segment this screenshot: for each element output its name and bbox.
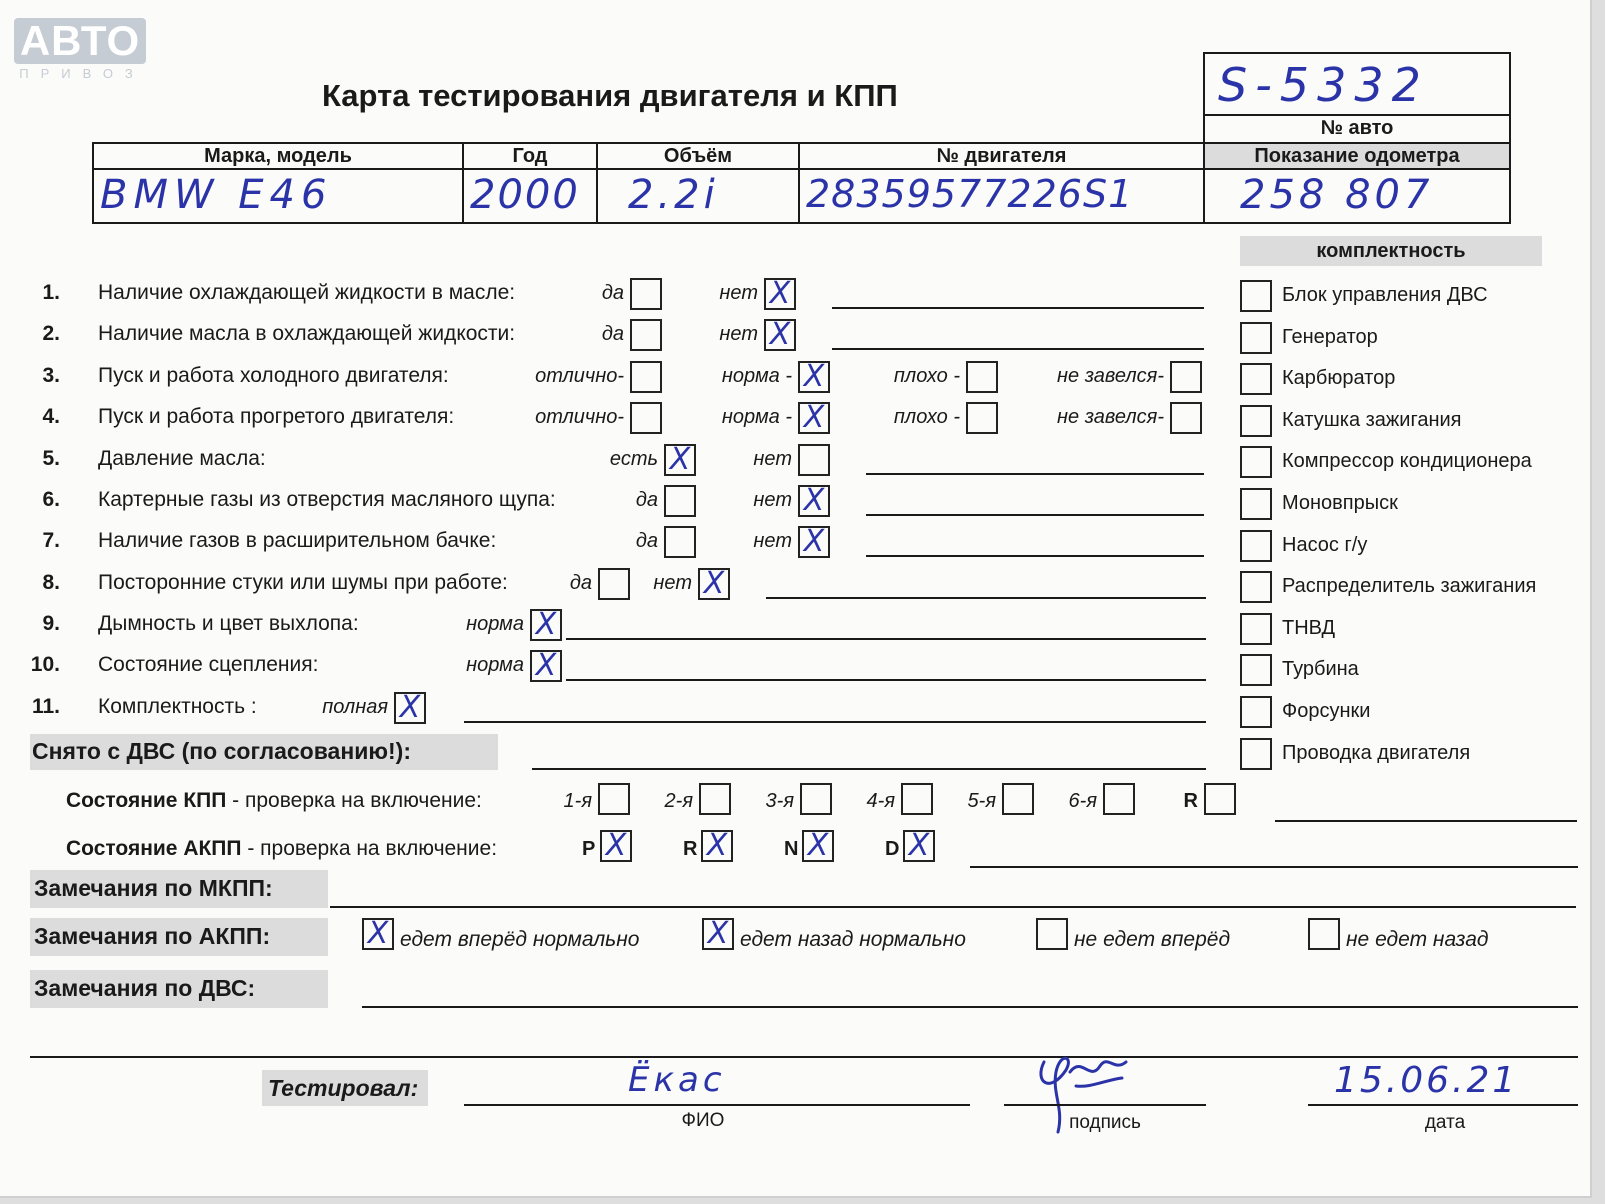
option-checkbox[interactable] xyxy=(798,526,830,558)
akpp-gear-checkbox[interactable] xyxy=(600,830,632,862)
check-mark-icon: X xyxy=(707,916,729,951)
remarks-mkpp-line xyxy=(330,906,1576,908)
option-label: нет xyxy=(753,489,792,511)
check-mark-icon: X xyxy=(535,648,557,683)
check-mark-icon: X xyxy=(803,359,825,394)
akpp-gear-checkbox[interactable] xyxy=(903,830,935,862)
car-no-label: № авто xyxy=(1320,117,1394,139)
question-number: 7. xyxy=(42,529,60,552)
kit-item-label: Турбина xyxy=(1282,658,1359,681)
removed-line xyxy=(532,768,1206,770)
check-mark-icon: X xyxy=(669,442,691,477)
kit-checkbox[interactable] xyxy=(1240,530,1272,562)
kit-checkbox[interactable] xyxy=(1240,363,1272,395)
gear-checkbox[interactable] xyxy=(901,783,933,815)
year-label: Год xyxy=(512,145,548,167)
header-table-mid xyxy=(92,168,1511,170)
kit-checkbox[interactable] xyxy=(1240,738,1272,770)
question-number: 8. xyxy=(42,571,60,594)
option-label: да xyxy=(635,530,658,552)
option-checkbox[interactable] xyxy=(798,444,830,476)
gear-label: 4-я xyxy=(866,790,895,812)
gear-checkbox[interactable] xyxy=(1204,783,1236,815)
option-label: полная xyxy=(322,696,388,718)
option-label: норма xyxy=(466,613,524,635)
answer-line xyxy=(832,348,1204,350)
option-checkbox[interactable] xyxy=(630,402,662,434)
question-text: Наличие масла в охлаждающей жидкости: xyxy=(98,322,516,345)
gear-checkbox[interactable] xyxy=(1002,783,1034,815)
answer-line xyxy=(566,638,1206,640)
check-mark-icon: X xyxy=(807,828,829,863)
option-checkbox[interactable] xyxy=(798,485,830,517)
question-number: 2. xyxy=(42,322,60,345)
question-text: Давление масла: xyxy=(98,447,266,470)
car-no-box-right xyxy=(1509,52,1511,224)
option-checkbox[interactable] xyxy=(630,319,662,351)
odometer-value: 258 807 xyxy=(1240,172,1434,218)
fio-value: Ёкас xyxy=(628,1060,726,1100)
car-no-value: S-5332 xyxy=(1218,58,1429,112)
option-label: плохо - xyxy=(893,365,960,387)
kit-checkbox[interactable] xyxy=(1240,488,1272,520)
engine-no-label: № двигателя xyxy=(936,145,1067,167)
gear-checkbox[interactable] xyxy=(598,783,630,815)
question-text: Комплектность : xyxy=(98,695,257,718)
akpp-label xyxy=(66,837,497,861)
kit-item-label: Насос г/у xyxy=(1282,533,1368,556)
kpp-line xyxy=(1275,820,1577,822)
option-label: да xyxy=(635,489,658,511)
remarks-akpp-label: Замечания по АКПП: xyxy=(34,923,271,949)
option-label: нет xyxy=(753,448,792,470)
akpp-label-bold: Состояние АКПП xyxy=(66,837,242,860)
question-text: Пуск и работа прогретого двигателя: xyxy=(98,405,455,428)
option-label: норма xyxy=(466,654,524,676)
option-checkbox[interactable] xyxy=(798,361,830,393)
kit-checkbox[interactable] xyxy=(1240,322,1272,354)
option-label: нет xyxy=(719,282,758,304)
answer-line xyxy=(866,555,1204,557)
akpp-remark-label: едет назад нормально xyxy=(740,928,966,951)
answer-line xyxy=(832,307,1204,309)
date-caption: дата xyxy=(1424,1112,1466,1133)
kit-item-label: Компрессор кондиционера xyxy=(1282,450,1532,473)
option-checkbox[interactable] xyxy=(966,402,998,434)
kpp-label-bold: Состояние КПП xyxy=(66,789,227,812)
option-label: да xyxy=(569,572,592,594)
gear-label: 5-я xyxy=(967,790,996,812)
answer-line xyxy=(866,514,1204,516)
volume-value: 2.2i xyxy=(628,172,719,218)
akpp-remark-checkbox[interactable] xyxy=(362,918,394,950)
question-text: Пуск и работа холодного двигателя: xyxy=(98,364,449,387)
option-checkbox[interactable] xyxy=(764,319,796,351)
akpp-label-rest: - проверка на включение: xyxy=(241,837,498,860)
page-title: Карта тестирования двигателя и КПП xyxy=(322,78,898,113)
question-text: Дымность и цвет выхлопа: xyxy=(98,612,359,635)
tested-label: Тестировал: xyxy=(268,1075,419,1101)
logo-subtitle: ПРИВОЗ xyxy=(19,66,145,81)
check-mark-icon: X xyxy=(803,524,825,559)
check-mark-icon: X xyxy=(769,276,791,311)
question-number: 9. xyxy=(42,612,60,635)
question-text: Наличие газов в расширительном бачке: xyxy=(98,529,497,552)
akpp-remark-label: не едет назад xyxy=(1346,928,1489,951)
engine-no-value: 28359577226S1 xyxy=(806,172,1134,216)
option-checkbox[interactable] xyxy=(966,361,998,393)
kpp-label-rest: - проверка на включение: xyxy=(226,789,482,812)
option-label: да xyxy=(601,323,624,345)
akpp-gear-checkbox[interactable] xyxy=(802,830,834,862)
option-checkbox[interactable] xyxy=(798,402,830,434)
option-label: отлично- xyxy=(535,365,624,387)
option-label: есть xyxy=(609,448,658,470)
akpp-gear-label: P xyxy=(582,838,596,860)
car-no-box-top xyxy=(1203,52,1511,54)
question-text: Состояние сцепления: xyxy=(98,653,319,676)
check-mark-icon: X xyxy=(605,828,627,863)
sign-caption: подпись xyxy=(1069,1112,1141,1133)
brand-label: Марка, модель xyxy=(204,145,352,167)
option-checkbox[interactable] xyxy=(630,361,662,393)
remarks-mkpp-label: Замечания по МКПП: xyxy=(34,875,273,901)
header-table-bottom xyxy=(92,222,1511,224)
option-checkbox[interactable] xyxy=(530,650,562,682)
kit-item-label: Проводка двигателя xyxy=(1282,741,1471,764)
gear-checkbox[interactable] xyxy=(1103,783,1135,815)
remarks-dvs-label: Замечания по ДВС: xyxy=(34,975,256,1001)
kit-checkbox[interactable] xyxy=(1240,696,1272,728)
kit-checkbox[interactable] xyxy=(1240,446,1272,478)
remarks-dvs-line-2 xyxy=(30,1056,1578,1058)
question-text: Посторонние стуки или шумы при работе: xyxy=(98,571,508,594)
kpp-label xyxy=(66,789,482,813)
question-number: 3. xyxy=(42,364,60,387)
kit-checkbox[interactable] xyxy=(1240,654,1272,686)
year-value: 2000 xyxy=(470,172,580,218)
kit-item-label: Катушка зажигания xyxy=(1282,408,1462,431)
question-number: 6. xyxy=(42,488,60,511)
answer-line xyxy=(866,473,1204,475)
kit-checkbox[interactable] xyxy=(1240,405,1272,437)
date-value: 15.06.21 xyxy=(1334,1060,1519,1101)
date-line xyxy=(1308,1104,1578,1106)
kit-item-label: Форсунки xyxy=(1282,700,1371,722)
answer-line xyxy=(566,679,1206,681)
check-mark-icon: X xyxy=(367,916,389,951)
fio-caption: ФИО xyxy=(681,1110,725,1131)
check-mark-icon: X xyxy=(908,828,930,863)
kit-checkbox[interactable] xyxy=(1240,571,1272,603)
question-text: Картерные газы из отверстия масляного щупа: xyxy=(98,488,556,511)
akpp-remark-checkbox[interactable] xyxy=(702,918,734,950)
fio-line xyxy=(464,1104,970,1106)
option-checkbox[interactable] xyxy=(530,609,562,641)
odometer-label: Показание одометра xyxy=(1254,145,1460,167)
check-mark-icon: X xyxy=(535,607,557,642)
question-number: 11. xyxy=(31,695,60,718)
answer-line xyxy=(464,721,1206,723)
gear-checkbox[interactable] xyxy=(699,783,731,815)
option-checkbox[interactable] xyxy=(630,278,662,310)
kit-item-label: Генератор xyxy=(1282,325,1378,348)
gear-label: R xyxy=(1183,790,1198,812)
check-mark-icon: X xyxy=(803,483,825,518)
check-mark-icon: X xyxy=(399,690,421,725)
kit-item-label: ТНВД xyxy=(1282,616,1336,639)
kit-item-label: Распределитель зажигания xyxy=(1282,575,1537,598)
akpp-gear-label: R xyxy=(683,838,698,860)
akpp-remark-label: едет вперёд нормально xyxy=(400,928,640,951)
kit-item-label: Моновпрыск xyxy=(1282,492,1398,514)
option-checkbox[interactable] xyxy=(698,568,730,600)
option-label: норма - xyxy=(721,365,792,387)
kit-checkbox[interactable] xyxy=(1240,280,1272,312)
brand-value: BMW E46 xyxy=(100,172,333,218)
option-checkbox[interactable] xyxy=(394,692,426,724)
akpp-remark-label: не едет вперёд xyxy=(1074,928,1231,951)
question-text: Наличие охлаждающей жидкости в масле: xyxy=(98,281,516,304)
kit-item-label: Карбюратор xyxy=(1282,367,1396,390)
akpp-gear-checkbox[interactable] xyxy=(701,830,733,862)
akpp-gear-label: D xyxy=(885,838,900,860)
kit-item-label: Блок управления ДВС xyxy=(1282,284,1488,306)
remarks-dvs-line xyxy=(362,1006,1578,1008)
gear-label: 3-я xyxy=(765,790,794,812)
gear-label: 6-я xyxy=(1068,790,1097,812)
option-checkbox[interactable] xyxy=(764,278,796,310)
volume-label: Объём xyxy=(663,145,733,167)
question-number: 1. xyxy=(42,281,60,304)
option-label: нет xyxy=(653,572,692,594)
check-mark-icon: X xyxy=(706,828,728,863)
gear-checkbox[interactable] xyxy=(800,783,832,815)
option-label: да xyxy=(601,282,624,304)
kit-title: комплектность xyxy=(1316,240,1466,262)
option-checkbox[interactable] xyxy=(1170,361,1202,393)
option-label: нет xyxy=(719,323,758,345)
kit-checkbox[interactable] xyxy=(1240,613,1272,645)
gear-label: 1-я xyxy=(563,790,592,812)
option-label: не завелся- xyxy=(1057,406,1164,428)
option-label: отлично- xyxy=(535,406,624,428)
option-checkbox[interactable] xyxy=(1170,402,1202,434)
akpp-remark-checkbox[interactable] xyxy=(1308,918,1340,950)
check-mark-icon: X xyxy=(703,566,725,601)
logo: АВТО xyxy=(14,18,146,64)
question-number: 10. xyxy=(30,653,60,676)
option-label: не завелся- xyxy=(1057,365,1164,387)
question-number: 4. xyxy=(42,405,60,428)
option-label: плохо - xyxy=(893,406,960,428)
answer-line xyxy=(766,597,1206,599)
check-mark-icon: X xyxy=(803,400,825,435)
sign-line xyxy=(1004,1104,1206,1106)
gear-label: 2-я xyxy=(664,790,693,812)
question-number: 5. xyxy=(42,447,60,470)
car-no-box-divider xyxy=(1203,114,1511,116)
option-label: нет xyxy=(753,530,792,552)
akpp-line xyxy=(970,866,1578,868)
akpp-remark-checkbox[interactable] xyxy=(1036,918,1068,950)
option-label: норма - xyxy=(721,406,792,428)
removed-label: Снято с ДВС (по согласованию!): xyxy=(32,738,411,764)
akpp-gear-label: N xyxy=(784,838,799,860)
check-mark-icon: X xyxy=(769,317,791,352)
